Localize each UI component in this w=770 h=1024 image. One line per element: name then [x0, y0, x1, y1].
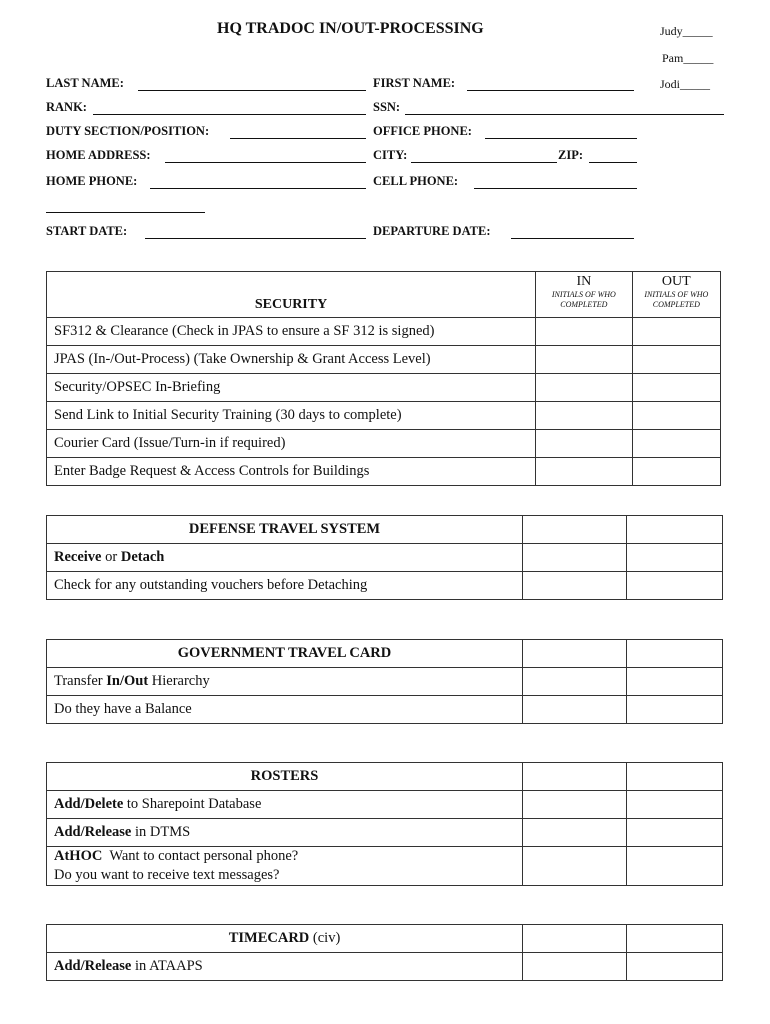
- extra-line[interactable]: [46, 212, 205, 213]
- first-name-line[interactable]: [467, 90, 634, 91]
- out-initials-cell[interactable]: [632, 430, 720, 458]
- out-initials-cell[interactable]: [627, 696, 723, 724]
- cell-phone-label: CELL PHONE:: [373, 174, 459, 188]
- rosters-item-bold: Add/Delete: [54, 796, 124, 812]
- initials-judy[interactable]: Judy_____: [660, 24, 713, 38]
- out-initials-cell[interactable]: [627, 640, 723, 668]
- timecard-heading-bold: TIMECARD: [228, 930, 310, 946]
- security-item: JPAS (In-/Out-Process) (Take Ownership & Grant Access Level): [47, 346, 536, 374]
- rosters-item-rest: in DTMS: [131, 824, 191, 840]
- in-initials-cell[interactable]: [536, 430, 633, 458]
- initials-pam[interactable]: Pam_____: [662, 51, 714, 65]
- city-line[interactable]: [411, 162, 557, 163]
- table-row: [47, 572, 723, 600]
- home-address-line[interactable]: [165, 162, 366, 163]
- out-column-header: [632, 272, 720, 318]
- gtc-item: Do they have a Balance: [47, 696, 523, 724]
- detach-text: Detach: [120, 549, 165, 565]
- rosters-item-rest: to Sharepoint Database: [123, 796, 262, 812]
- in-initials-cell[interactable]: [523, 668, 627, 696]
- duty-section-label: DUTY SECTION/POSITION:: [46, 124, 210, 138]
- timecard-item-bold: Add/Release: [54, 958, 132, 974]
- in-initials-cell[interactable]: [523, 572, 627, 600]
- table-row: [47, 668, 723, 696]
- gtc-item: [47, 668, 523, 696]
- table-row: [47, 458, 721, 486]
- out-initials-cell[interactable]: [627, 953, 723, 981]
- in-initials-cell[interactable]: [523, 925, 627, 953]
- gtc-item-bold: In/Out: [106, 673, 149, 689]
- table-row: [47, 791, 723, 819]
- in-initials-cell[interactable]: [523, 763, 627, 791]
- table-row: [47, 374, 721, 402]
- table-row: [47, 318, 721, 346]
- in-column-header: [536, 272, 633, 318]
- timecard-table: [46, 924, 723, 981]
- departure-date-line[interactable]: [511, 238, 634, 239]
- table-row: [47, 953, 723, 981]
- security-table: [46, 271, 721, 486]
- in-initials-cell[interactable]: [536, 318, 633, 346]
- last-name-label: LAST NAME:: [46, 76, 124, 90]
- first-name-label: FIRST NAME:: [373, 76, 456, 90]
- or-text: or: [101, 549, 121, 565]
- in-initials-cell[interactable]: [536, 374, 633, 402]
- duty-section-line[interactable]: [230, 138, 366, 139]
- rosters-item-bold: AtHOC: [54, 848, 103, 864]
- out-initials-cell[interactable]: [627, 847, 723, 886]
- out-initials-cell[interactable]: [632, 346, 720, 374]
- in-initials-cell[interactable]: [523, 640, 627, 668]
- timecard-item: [47, 953, 523, 981]
- dts-heading: DEFENSE TRAVEL SYSTEM: [47, 516, 523, 544]
- out-label: OUT: [661, 274, 691, 289]
- out-initials-cell[interactable]: [627, 516, 723, 544]
- rosters-item: [47, 819, 523, 847]
- in-initials-cell[interactable]: [523, 953, 627, 981]
- gtc-table: [46, 639, 723, 724]
- out-initials-cell[interactable]: [627, 668, 723, 696]
- start-date-label: START DATE:: [46, 224, 128, 238]
- in-initials-cell[interactable]: [536, 346, 633, 374]
- initials-jodi[interactable]: Jodi_____: [660, 77, 711, 91]
- out-initials-cell[interactable]: [632, 374, 720, 402]
- city-label: CITY:: [373, 148, 408, 162]
- page-title: HQ TRADOC IN/OUT-PROCESSING: [217, 20, 484, 37]
- home-phone-line[interactable]: [150, 188, 366, 189]
- rosters-table: [46, 762, 723, 886]
- out-initials-cell[interactable]: [632, 458, 720, 486]
- rosters-item: [47, 791, 523, 819]
- out-initials-cell[interactable]: [627, 925, 723, 953]
- security-item: Security/OPSEC In-Briefing: [47, 374, 536, 402]
- office-phone-line[interactable]: [485, 138, 637, 139]
- in-initials-cell[interactable]: [523, 819, 627, 847]
- out-initials-cell[interactable]: [632, 318, 720, 346]
- in-initials-cell[interactable]: [523, 847, 627, 886]
- security-item: Courier Card (Issue/Turn-in if required): [47, 430, 536, 458]
- security-heading: SECURITY: [47, 272, 536, 318]
- out-initials-cell[interactable]: [632, 402, 720, 430]
- rosters-item-rest: Want to contact personal phone?: [102, 848, 299, 864]
- departure-date-label: DEPARTURE DATE:: [373, 224, 491, 238]
- rosters-item: [47, 847, 523, 886]
- zip-label: ZIP:: [558, 148, 583, 162]
- out-initials-cell[interactable]: [627, 544, 723, 572]
- out-initials-cell[interactable]: [627, 763, 723, 791]
- in-initials-cell[interactable]: [523, 516, 627, 544]
- dts-item: Check for any outstanding vouchers before Detaching: [47, 572, 523, 600]
- security-item: Send Link to Initial Security Training (30 days to complete): [47, 402, 536, 430]
- ssn-line[interactable]: [405, 114, 724, 115]
- in-label: IN: [576, 274, 592, 289]
- last-name-line[interactable]: [138, 90, 366, 91]
- table-row: [47, 430, 721, 458]
- in-sub-label: INITIALS OF WHO COMPLETED: [551, 290, 616, 309]
- in-initials-cell[interactable]: [523, 544, 627, 572]
- gtc-item-post: Hierarchy: [148, 673, 210, 689]
- dts-item: [47, 544, 523, 572]
- in-initials-cell[interactable]: [523, 696, 627, 724]
- security-item: Enter Badge Request & Access Controls for Buildings: [47, 458, 536, 486]
- start-date-line[interactable]: [145, 238, 366, 239]
- gtc-heading: GOVERNMENT TRAVEL CARD: [47, 640, 523, 668]
- table-row: [47, 544, 723, 572]
- cell-phone-line[interactable]: [474, 188, 637, 189]
- home-address-label: HOME ADDRESS:: [46, 148, 151, 162]
- table-row: [47, 819, 723, 847]
- in-initials-cell[interactable]: [536, 402, 633, 430]
- zip-line[interactable]: [589, 162, 637, 163]
- rosters-heading: ROSTERS: [47, 763, 523, 791]
- out-initials-cell[interactable]: [627, 791, 723, 819]
- rosters-item-line2: Do you want to receive text messages?: [54, 867, 280, 883]
- timecard-item-rest: in ATAAPS: [131, 958, 203, 974]
- table-row: [47, 696, 723, 724]
- out-sub-label: INITIALS OF WHO COMPLETED: [644, 290, 709, 309]
- table-row: [47, 346, 721, 374]
- office-phone-label: OFFICE PHONE:: [373, 124, 472, 138]
- out-initials-cell[interactable]: [627, 819, 723, 847]
- rank-line[interactable]: [93, 114, 366, 115]
- rosters-item-bold: Add/Release: [54, 824, 132, 840]
- home-phone-label: HOME PHONE:: [46, 174, 138, 188]
- timecard-heading-rest: (civ): [309, 930, 341, 946]
- table-row: [47, 847, 723, 886]
- out-initials-cell[interactable]: [627, 572, 723, 600]
- ssn-label: SSN:: [373, 100, 401, 114]
- table-row: [47, 402, 721, 430]
- gtc-item-pre: Transfer: [54, 673, 107, 689]
- in-initials-cell[interactable]: [523, 791, 627, 819]
- rank-label: RANK:: [46, 100, 87, 114]
- in-initials-cell[interactable]: [536, 458, 633, 486]
- security-item: SF312 & Clearance (Check in JPAS to ensure a SF 312 is signed): [47, 318, 536, 346]
- dts-table: [46, 515, 723, 600]
- timecard-heading: [47, 925, 523, 953]
- receive-text: Receive: [54, 549, 102, 565]
